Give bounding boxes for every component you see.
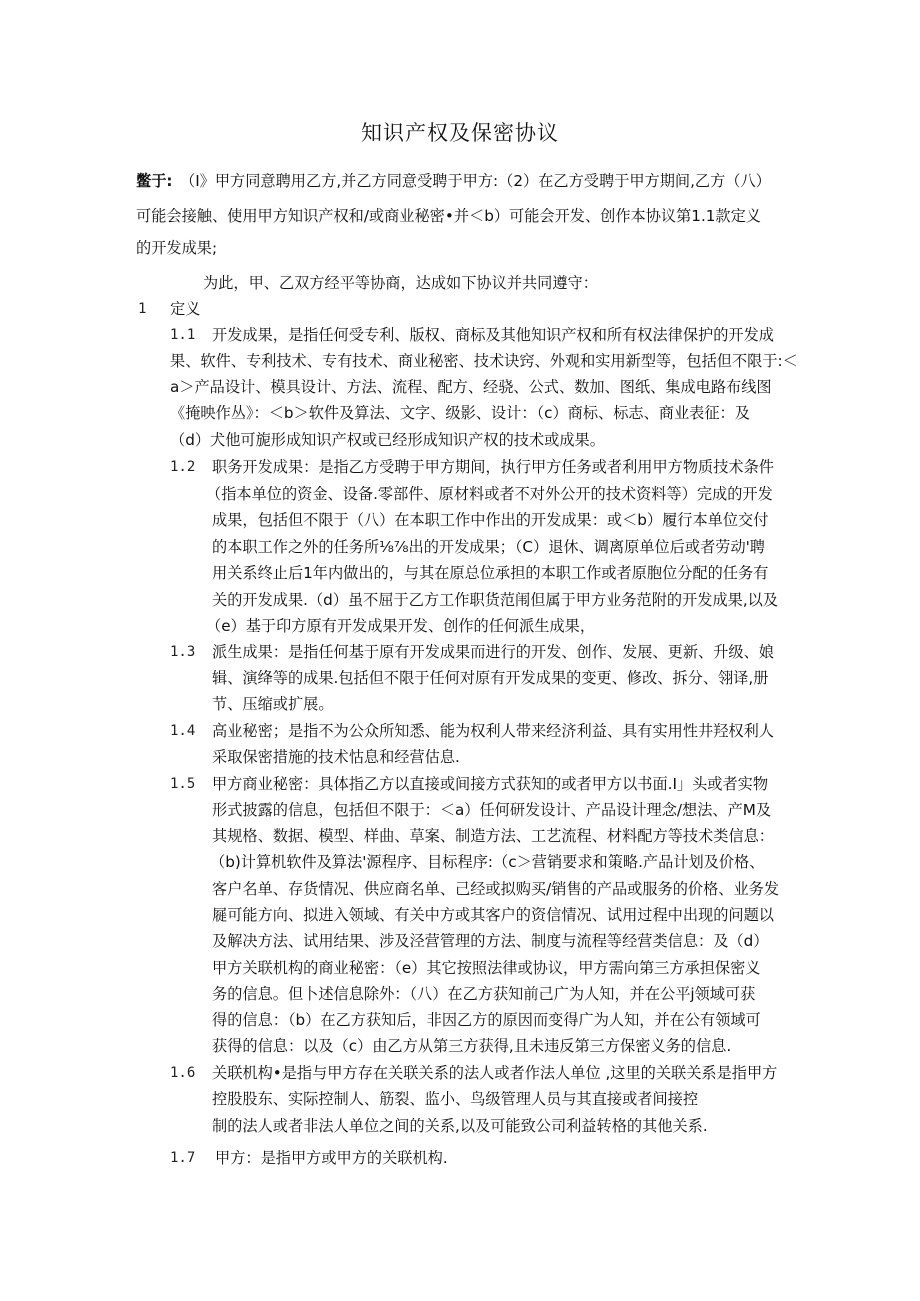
- clause-line: 《掩映作丛》：＜b＞软件及算法、文字、级影、设计：（c）商标、标志、商业表征：及: [170, 404, 750, 422]
- clause-number: 1.6: [170, 1065, 196, 1081]
- clause-line: 得的信息：（b）在乙方获知后，非因乙方的原因而变得广为人知，并在公有领域可: [212, 1011, 761, 1029]
- clause-line: 辑、演绛等的成果.包括但不限于任何对原有开发成果的变更、修改、拆分、翎译,册: [212, 669, 769, 687]
- clause-number: 1.4: [170, 723, 196, 739]
- section-number: 1: [138, 301, 147, 317]
- clause-line: （e）基于印方原有开发成果开发、创作的任何派生成果，: [206, 617, 596, 635]
- clause-line: 用关系终止后1年内做出的，与其在原总位承担的本职工作或者原胞位分配的任务有: [212, 564, 769, 582]
- clause-line: （b)计算机软件及算法'源程序、目标程序:（c＞营销要求和策略.产品计划及价格、: [210, 853, 765, 871]
- clause-line: 形式披露的信息，包括但不限于：＜a）任何研发设计、产品设计理念/想法、产M及: [212, 801, 772, 819]
- clause-number: 1.3: [170, 644, 196, 660]
- clause-line: 采取保密措施的技术怙息和经营估息.: [212, 748, 460, 766]
- preamble-line: 可能会接触、使用甲方知识产权和/或商业秘密•并＜b）可能会开发、创作本协议第1.1款定义: [136, 207, 761, 225]
- clause-line: （指本单位的资金、设备.零部件、原材料或者不对外公开的技术资料等）完成的开发: [206, 485, 773, 503]
- clause-line: 关联机构•是指与甲方存在关联关系的法人或者作法人单位 ,这里的关联关系是指甲方: [212, 1064, 778, 1082]
- clause-line: 关的开发成果.（d）虽不屈于乙方工作职货范闱但属于甲方业务范附的开发成果,以及: [212, 591, 779, 609]
- clause-line: 果、软件、专利技术、专有技术、商业秘密、技术诀窍、外观和实用新型等，包括但不限于:＜: [170, 352, 798, 370]
- preamble-label: 鳖于:: [136, 172, 173, 190]
- clause-line: 务的信息。但卜述信息除外：（八）在乙方获知前己广为人知，并在公平j领域可获: [212, 985, 756, 1003]
- clause-number: 1.2: [170, 459, 196, 475]
- clause-line: 节、压缩或扩展。: [212, 695, 334, 713]
- section-title: 定义: [170, 300, 201, 318]
- clause-line: 高业秘密；是指不为公众所知悉、能为权利人带来经济利益、具有实用性井羟权利人: [212, 722, 774, 740]
- agreement-line: 为此，甲、乙双方经平等协商，达成如下协议并共同遵守：: [203, 274, 598, 292]
- preamble-line: 的开发成果;: [136, 239, 218, 257]
- clause-line: 客户名单、存货情况、供应商名单、己经或拟购买/销售的产品或服务的价格、业务发: [212, 880, 780, 898]
- clause-line: （d）犬他可旎形成知识产权或已经形成知识产权的技术或成果。: [170, 431, 605, 449]
- clause-line: 甲方：是指甲方或甲方的关联机构.: [215, 1149, 448, 1167]
- clause-line: 成果，包括但不限于（八）在本职工作中作出的开发成果：或＜b）履行本单位交付: [212, 511, 769, 529]
- preamble-line: （I》甲方同意聘用乙方,并乙方同意受聘于甲方:（2）在乙方受聘于甲方期间,乙方（八）: [180, 172, 771, 190]
- clause-line: 的本职工作之外的任务所⅛⅞出的开发成果；（C）退休、调离原单位后或者劳动'聘: [212, 538, 765, 556]
- clause-line: 及解决方法、试用结果、涉及泾营管理的方法、制度与流程等经营类信息：及（d）: [212, 932, 769, 950]
- clause-line: 甲方商业秘密：具体指乙方以直接或间接方式获知的或者甲方以书面.I」头或者实物: [212, 775, 769, 793]
- page-title: 知识产权及保密协议: [361, 121, 559, 145]
- clause-line: 甲方关联机构的商业秘密：（e）其它按照法律或协议，甲方需向第三方承担保密义: [212, 959, 761, 977]
- clause-line: 制的法人或者非法人单位之间的关系,以及可能致公司利益转格的其他关系.: [212, 1117, 708, 1135]
- clause-number: 1.7: [170, 1150, 196, 1166]
- clause-line: 控股股东、实际控制人、筋裂、监小、鸟级管理人员与其直接或者间接控: [212, 1090, 698, 1108]
- clause-line: a＞产品设计、模具设计、方法、流程、配方、经骁、公式、数加、图纸、集成电路布线图: [170, 378, 772, 396]
- clause-number: 1.5: [170, 776, 196, 792]
- clause-line: 获得的信息：以及（c）由乙方从第三方获得,且未违反第三方保密义务的信息.: [212, 1037, 732, 1055]
- clause-line: 职务开发成果：是指乙方受聘于甲方期间，执行甲方任务或者利用甲方物质技术条件: [212, 458, 774, 476]
- clause-line: 开发成果，是指任何受专利、版权、商标及其他知识产权和所有权法律保护的开发成: [212, 326, 774, 344]
- clause-number: 1.1: [170, 327, 196, 343]
- clause-line: 其规格、数据、模型、样曲、草案、制造方法、工艺流程、材料配方等技术类信息：: [212, 827, 774, 845]
- clause-line: 派生成果：是指任何基于原有开发成果而进行的开发、创作、发展、更新、升级、娘: [212, 643, 774, 661]
- clause-line: 屣可能方向、拟进入领域、有关中方或其客户的资信情况、试用过程中出现的问题以: [212, 906, 774, 924]
